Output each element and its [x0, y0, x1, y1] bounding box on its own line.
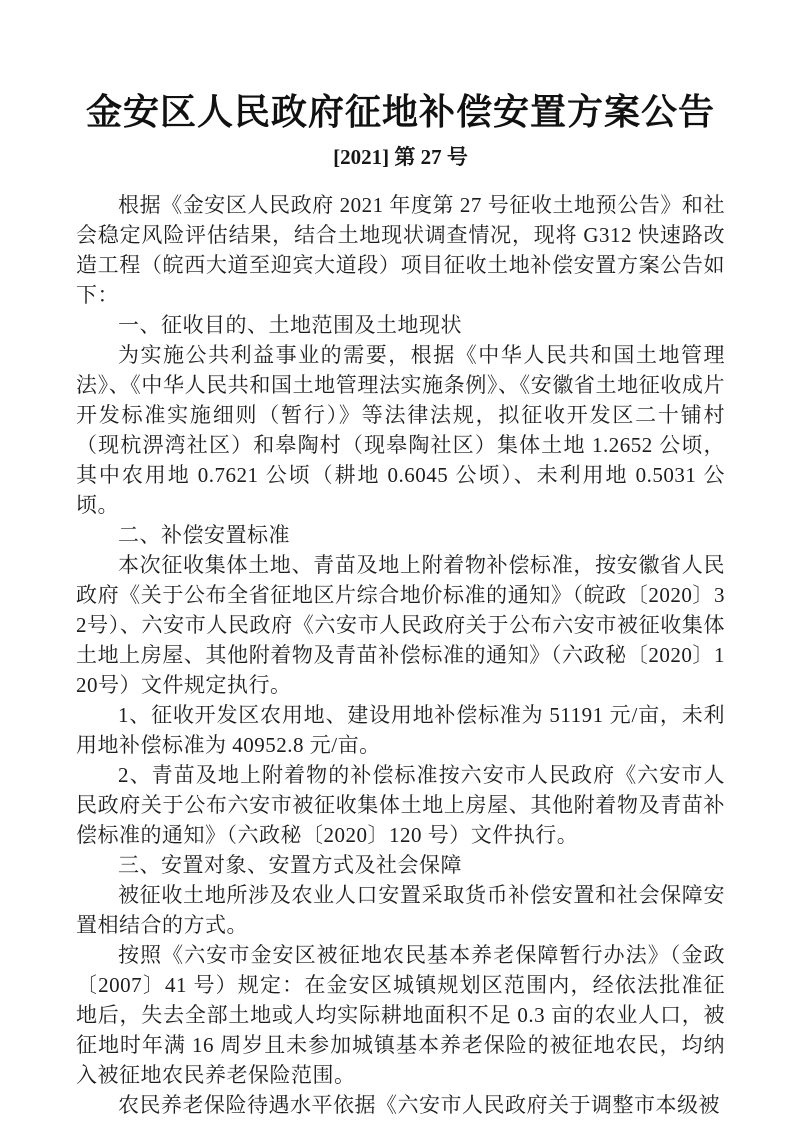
document-title: 金安区人民政府征地补偿安置方案公告 [85, 91, 715, 132]
document-body [76, 190, 725, 1120]
section-heading: 二、补偿安置标准 [118, 523, 290, 548]
section-heading: 三、安置对象、安置方式及社会保障 [118, 853, 462, 878]
paragraph: 农民养老保险待遇水平依据《六安市人民政府关于调整市本级被 [118, 1093, 720, 1118]
paragraph: 2、青苗及地上附着物的补偿标准按六安市人民政府《六安市人民政府关于公布六安市被征收集体土地上房屋、其他附着物及青苗补偿标准的通知》（六政秘〔2020〕120 号）文件执行。 [76, 763, 725, 848]
document-number: [2021] 第 27 号 [333, 145, 468, 170]
paragraph: 本次征收集体土地、青苗及地上附着物补偿标准，按安徽省人民政府《关于公布全省征地区片综合地价标准的通知》（皖政〔2020〕32号）、六安市人民政府《六安市人民政府关于公布六安市被征收集体土地上房屋、其他附着物及青苗补偿标准的通知》（六政秘〔2020〕120号）文件规定执行。 [76, 553, 725, 698]
paragraph: 按照《六安市金安区被征地农民基本养老保障暂行办法》（金政〔2007〕41 号）规定：在金安区城镇规划区范围内，经依法批准征地后，失去全部土地或人均实际耕地面积不足 0.3 亩的农业人口，被征地时年满 16 周岁且未参加城镇基本养老保险的被征地农民，均纳入被征地农民养老保险范围。 [76, 943, 725, 1088]
paragraph: 根据《金安区人民政府 2021 年度第 27 号征收土地预公告》和社会稳定风险评估结果，结合土地现状调查情况，现将 G312 快速路改造工程（皖西大道至迎宾大道段）项目征收土地补偿安置方案公告如下： [76, 193, 725, 308]
section-heading: 一、征收目的、土地范围及土地现状 [118, 313, 462, 338]
paragraph: 为实施公共利益事业的需要，根据《中华人民共和国土地管理法》、《中华人民共和国土地管理法实施条例》、《安徽省土地征收成片开发标准实施细则（暂行）》等法律法规，拟征收开发区二十铺村（现杭淠湾社区）和皋陶村（现皋陶社区）集体土地 1.2652 公顷，其中农用地 0.7621 公顷（耕地 0.6045 公顷）、未利用地 0.5031 公顷。 [76, 343, 725, 518]
paragraph: 被征收土地所涉及农业人口安置采取货币补偿安置和社会保障安置相结合的方式。 [76, 883, 725, 938]
paragraph: 1、征收开发区农用地、建设用地补偿标准为 51191 元/亩，未利用地补偿标准为 40952.8 元/亩。 [76, 703, 725, 758]
